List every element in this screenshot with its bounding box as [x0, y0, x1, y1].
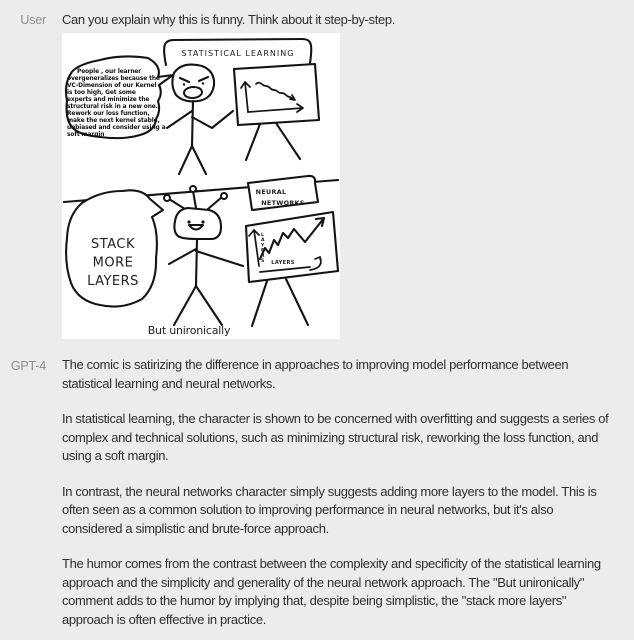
- angry-left-arm: [167, 111, 192, 128]
- assistant-paragraph-2: In statistical learning, the character is shown to be concerned with overfitting and suggests a series of complex and technical solutions, such as minimizing structural risk, reworking the loss function, and using a soft margin.: [62, 411, 609, 463]
- assistant-turn: [0, 356, 614, 629]
- statistical-speech-bubble-text: People , our learner overgeneralizes because the VC-Dimension of our Kernel is too high, Get some experts and minimize the structural risk in a new one. Rework our loss function, make the next kernel stable, unbiased and consider using a soft margin: [67, 69, 166, 138]
- top-easel-left-leg: [246, 124, 260, 160]
- jester-figure: [164, 186, 243, 325]
- neural-networks-panel: [66, 176, 338, 337]
- statistical-learning-panel: [66, 39, 319, 174]
- bottom-chart-y-label: L A Y E R S: [261, 233, 265, 264]
- comic-svg: [62, 33, 340, 339]
- stack-more-layers-text: STACK MORE LAYERS: [87, 237, 139, 289]
- jester-head: [174, 208, 221, 239]
- angry-body: [192, 101, 193, 146]
- assistant-paragraph-1: The comic is satirizing the difference in approaches to improving model performance between statistical learning and neural networks.: [62, 357, 569, 391]
- jester-hat-mid-prong: [193, 191, 196, 208]
- statistical-learning-title: STATISTICAL LEARNING: [181, 49, 295, 58]
- angry-right-leg: [192, 146, 206, 174]
- angry-figure: [167, 65, 233, 174]
- jester-hat-left-ball: [164, 195, 170, 201]
- angry-right-arm: [192, 111, 233, 128]
- jester-left-leg: [174, 286, 196, 325]
- user-turn: [0, 10, 614, 339]
- jester-hat-right-ball: [221, 193, 227, 199]
- assistant-label: GPT-4: [10, 359, 46, 373]
- bottom-chart-x-label: LAYERS: [271, 260, 295, 266]
- jester-right-leg: [196, 286, 222, 325]
- angry-left-leg: [179, 146, 192, 174]
- jester-hat-left-prong: [169, 199, 185, 209]
- declining-chart: [234, 64, 319, 160]
- bottom-easel-right-leg: [286, 279, 308, 325]
- angry-open-mouth: [184, 86, 203, 98]
- top-easel-right-leg: [276, 123, 300, 159]
- jester-left-arm: [169, 249, 196, 264]
- comic-caption: But unironically: [147, 324, 231, 337]
- angry-right-eye: [202, 82, 204, 84]
- assistant-paragraph-3: In contrast, the neural networks character simply suggests adding more layers to the model. This is often seen as a common solution to improving performance in neural networks, but it's also considered a simplistic and brute-force approach.: [62, 483, 597, 536]
- user-content: [62, 10, 614, 339]
- jester-hat-right-prong: [208, 197, 222, 209]
- comic-image: [62, 33, 340, 339]
- jester-right-eye: [201, 220, 204, 223]
- bottom-easel-left-leg: [252, 281, 267, 326]
- user-message: Can you explain why this is funny. Think about it step-by-step.: [62, 12, 395, 27]
- jester-body: [196, 239, 197, 286]
- user-label: User: [20, 13, 46, 27]
- jester-hat-mid-ball: [190, 186, 196, 192]
- jester-right-arm: [196, 251, 243, 266]
- neural-title-line2: NETWORKS: [261, 199, 305, 207]
- angry-left-eye: [183, 83, 185, 85]
- rising-chart: [246, 212, 338, 326]
- assistant-content: [62, 356, 614, 629]
- assistant-paragraph-4: The humor comes from the contrast between the complexity and specificity of the statistical learning approach and the simplicity and generality of the neural network approach. The "But unironically" comment adds to the humor by implying that, despite being simplistic, the "stack more layers" approach is often effective in practice.: [62, 556, 601, 627]
- jester-left-eye: [187, 220, 190, 223]
- neural-title-line1: NEURAL: [255, 188, 287, 196]
